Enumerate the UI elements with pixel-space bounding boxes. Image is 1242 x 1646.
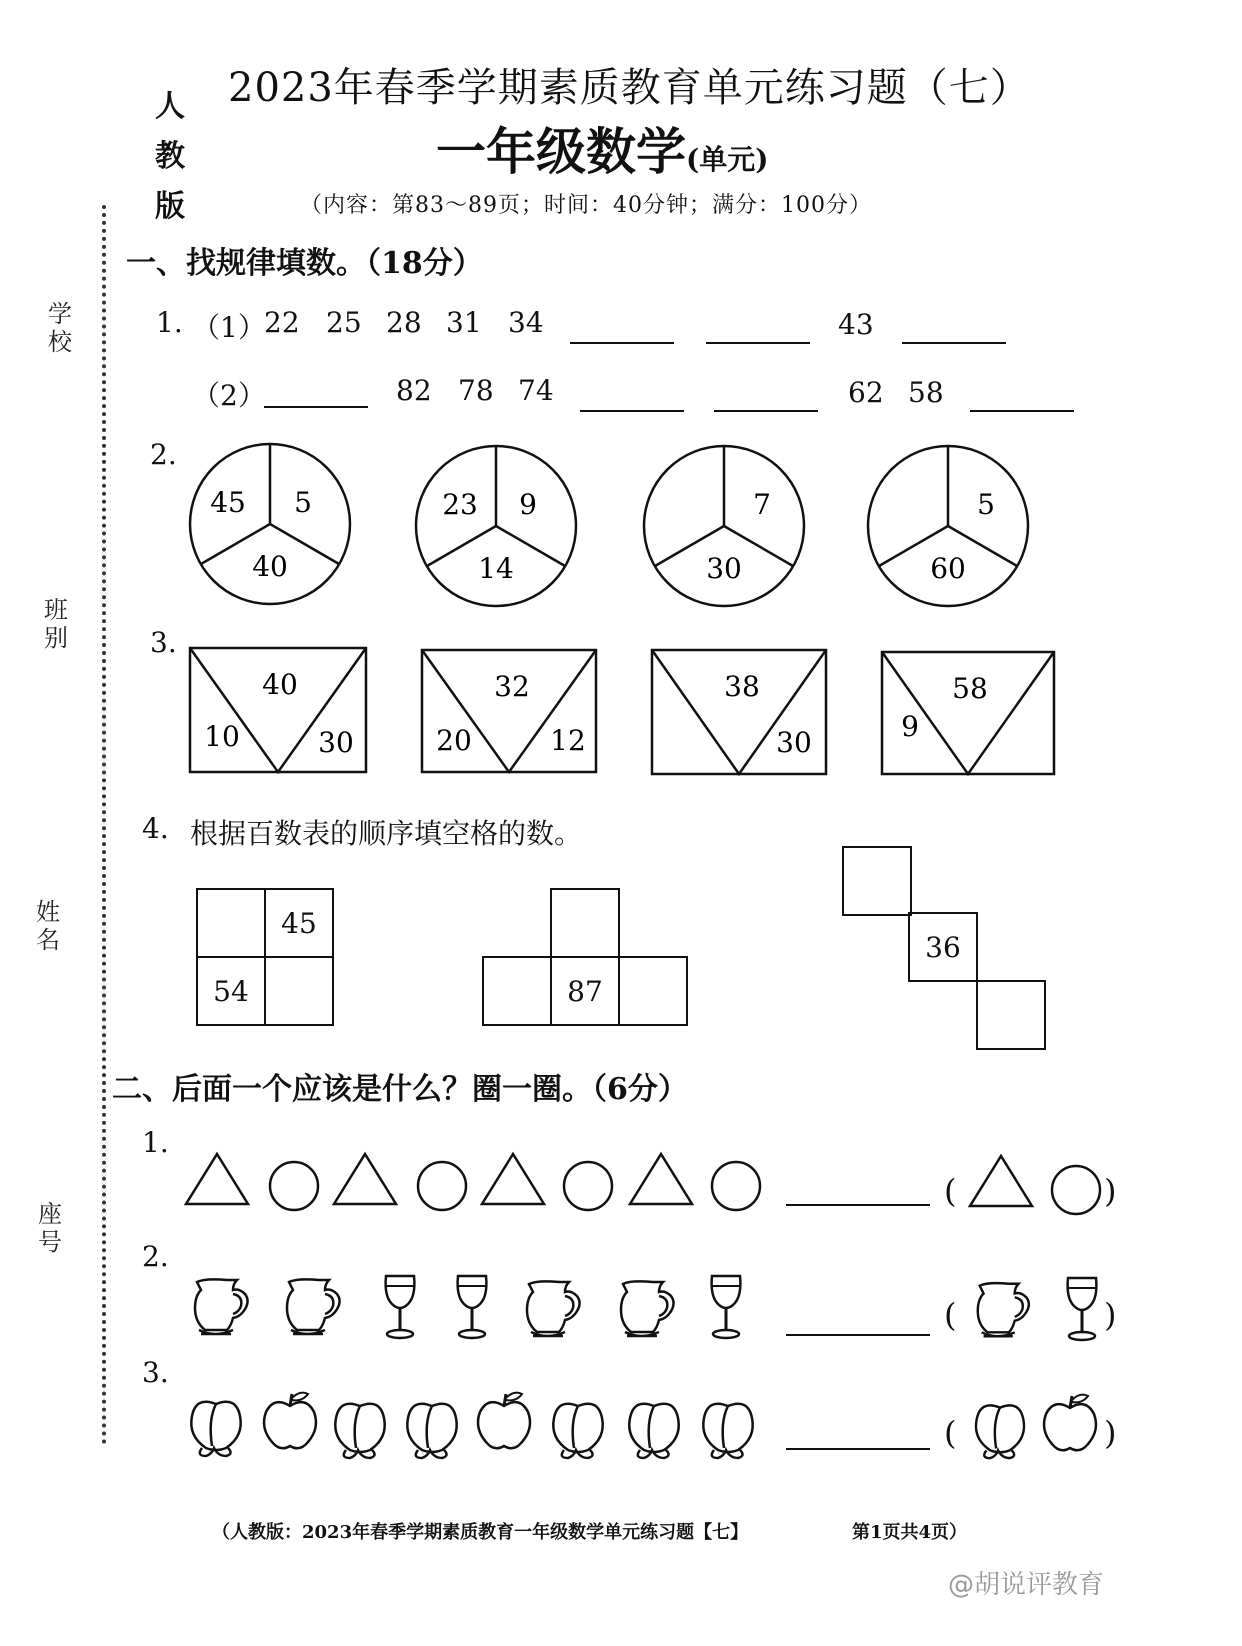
peach-icon xyxy=(629,1404,678,1458)
circle-icon xyxy=(270,1162,318,1210)
subject-suffix: (单元) xyxy=(686,143,769,176)
circle-right-number: 5 xyxy=(977,488,995,521)
pitcher-icon xyxy=(195,1279,248,1334)
section2-title: 二、后面一个应该是什么？圈一圈。（6分） xyxy=(112,1072,688,1107)
wine-glass-icon xyxy=(712,1276,741,1338)
edition-char: 版 xyxy=(155,189,185,224)
circle-icon xyxy=(564,1162,612,1210)
answer-blank[interactable] xyxy=(786,1334,930,1336)
envelope-right-number: 30 xyxy=(318,726,354,759)
answer-blank[interactable] xyxy=(786,1448,930,1450)
section1-title: 一、找规律填数。（18分） xyxy=(126,246,483,281)
answer-blank[interactable] xyxy=(786,1204,930,1206)
paren-open: ( xyxy=(944,1172,957,1210)
q1a-number: 28 xyxy=(386,306,422,339)
s2-q1-label: 1. xyxy=(142,1126,169,1159)
peach-icon xyxy=(553,1404,602,1458)
label-char: 座 xyxy=(38,1200,62,1228)
envelope-top-number: 40 xyxy=(262,668,298,701)
q1-label: 1. xyxy=(156,306,183,339)
envelope-top-number: 38 xyxy=(724,670,760,703)
q4-label: 4. xyxy=(142,812,169,845)
grid-cell: 54 xyxy=(196,956,266,1026)
peach-icon xyxy=(407,1404,456,1458)
edition-char: 人 xyxy=(155,89,185,124)
paren-open: ( xyxy=(944,1296,957,1334)
circle-bottom-number: 30 xyxy=(706,552,742,585)
label-char: 别 xyxy=(44,624,68,652)
label-char: 名 xyxy=(36,926,60,954)
q1b-number: 82 xyxy=(396,374,432,407)
watermark: @胡说评教育 xyxy=(948,1570,1105,1600)
pitcher-icon xyxy=(287,1279,340,1334)
q1a-label: （1） xyxy=(192,311,266,344)
apple-icon xyxy=(1044,1395,1096,1451)
wine-glass-icon xyxy=(386,1276,415,1338)
label-char: 校 xyxy=(48,328,72,356)
paren-close: ) xyxy=(1104,1414,1117,1452)
q3-label: 3. xyxy=(150,626,177,659)
q1a-number: 31 xyxy=(446,306,482,339)
grid-cell: 45 xyxy=(264,888,334,958)
envelope-right-number: 30 xyxy=(776,726,812,759)
footer-page: 第1页共4页） xyxy=(852,1522,968,1543)
label-char: 姓 xyxy=(36,898,60,926)
envelope-left-number: 10 xyxy=(204,720,240,753)
triangle-icon xyxy=(334,1154,396,1204)
q1a-number: 22 xyxy=(264,306,300,339)
label-char: 学 xyxy=(48,300,72,328)
circle-right-number: 5 xyxy=(294,486,312,519)
circle-left-number: 23 xyxy=(442,488,478,521)
s2-q2-label: 2. xyxy=(142,1240,169,1273)
pitcher-icon xyxy=(621,1281,674,1336)
triangle-icon xyxy=(970,1156,1032,1206)
apple-icon xyxy=(478,1393,530,1449)
triangle-icon xyxy=(630,1154,692,1204)
wine-glass-icon xyxy=(1068,1278,1097,1340)
q4-text: 根据百数表的顺序填空格的数。 xyxy=(190,817,583,850)
circle-left-number: 45 xyxy=(210,486,246,519)
wine-glass-icon xyxy=(458,1276,487,1338)
circle-bottom-number: 14 xyxy=(478,552,514,585)
envelope-left-number: 9 xyxy=(901,710,919,743)
peach-icon xyxy=(703,1404,752,1458)
footer-left: （人教版：2023年春季学期素质教育一年级数学单元练习题【七】 xyxy=(212,1522,749,1543)
envelope-right-number: 12 xyxy=(550,724,586,757)
peach-icon xyxy=(191,1402,240,1456)
label-char: 班 xyxy=(44,596,68,624)
circle-bottom-number: 60 xyxy=(930,552,966,585)
paren-close: ) xyxy=(1104,1296,1117,1334)
circle-icon xyxy=(712,1162,760,1210)
q1a-number: 25 xyxy=(326,306,362,339)
triangle-icon xyxy=(482,1154,544,1204)
peach-icon xyxy=(335,1404,384,1458)
exam-title: 2023年春季学期素质教育单元练习题（七） xyxy=(228,65,1031,111)
triangle-icon xyxy=(186,1154,248,1204)
edition-char: 教 xyxy=(155,139,185,174)
paren-close: ) xyxy=(1104,1172,1117,1210)
q2-label: 2. xyxy=(150,438,177,471)
s2-q3-label: 3. xyxy=(142,1356,169,1389)
q1a-number: 43 xyxy=(838,308,874,341)
q1b-number: 62 xyxy=(848,376,884,409)
pitcher-icon xyxy=(527,1281,580,1336)
circle-icon xyxy=(1052,1166,1100,1214)
apple-icon xyxy=(264,1393,316,1449)
exam-meta: （内容：第83～89页；时间：40分钟；满分：100分） xyxy=(300,193,872,218)
subject-title: 一年级数学 xyxy=(436,122,686,181)
q1a-number: 34 xyxy=(508,306,544,339)
label-char: 号 xyxy=(38,1228,62,1256)
q1b-label: （2） xyxy=(192,379,266,412)
q1b-number: 78 xyxy=(458,374,494,407)
q1b-number: 74 xyxy=(518,374,554,407)
paren-open: ( xyxy=(944,1414,957,1452)
pitcher-icon xyxy=(978,1283,1029,1336)
circle-right-number: 7 xyxy=(753,488,771,521)
grid-cell: 87 xyxy=(550,956,620,1026)
circle-right-number: 9 xyxy=(519,488,537,521)
grid-cell: 36 xyxy=(908,912,978,982)
envelope-left-number: 20 xyxy=(436,724,472,757)
envelope-top-number: 32 xyxy=(494,670,530,703)
peach-icon xyxy=(976,1405,1024,1458)
envelope-top-number: 58 xyxy=(952,672,988,705)
q1b-number: 58 xyxy=(908,376,944,409)
circle-icon xyxy=(418,1162,466,1210)
circle-bottom-number: 40 xyxy=(252,550,288,583)
